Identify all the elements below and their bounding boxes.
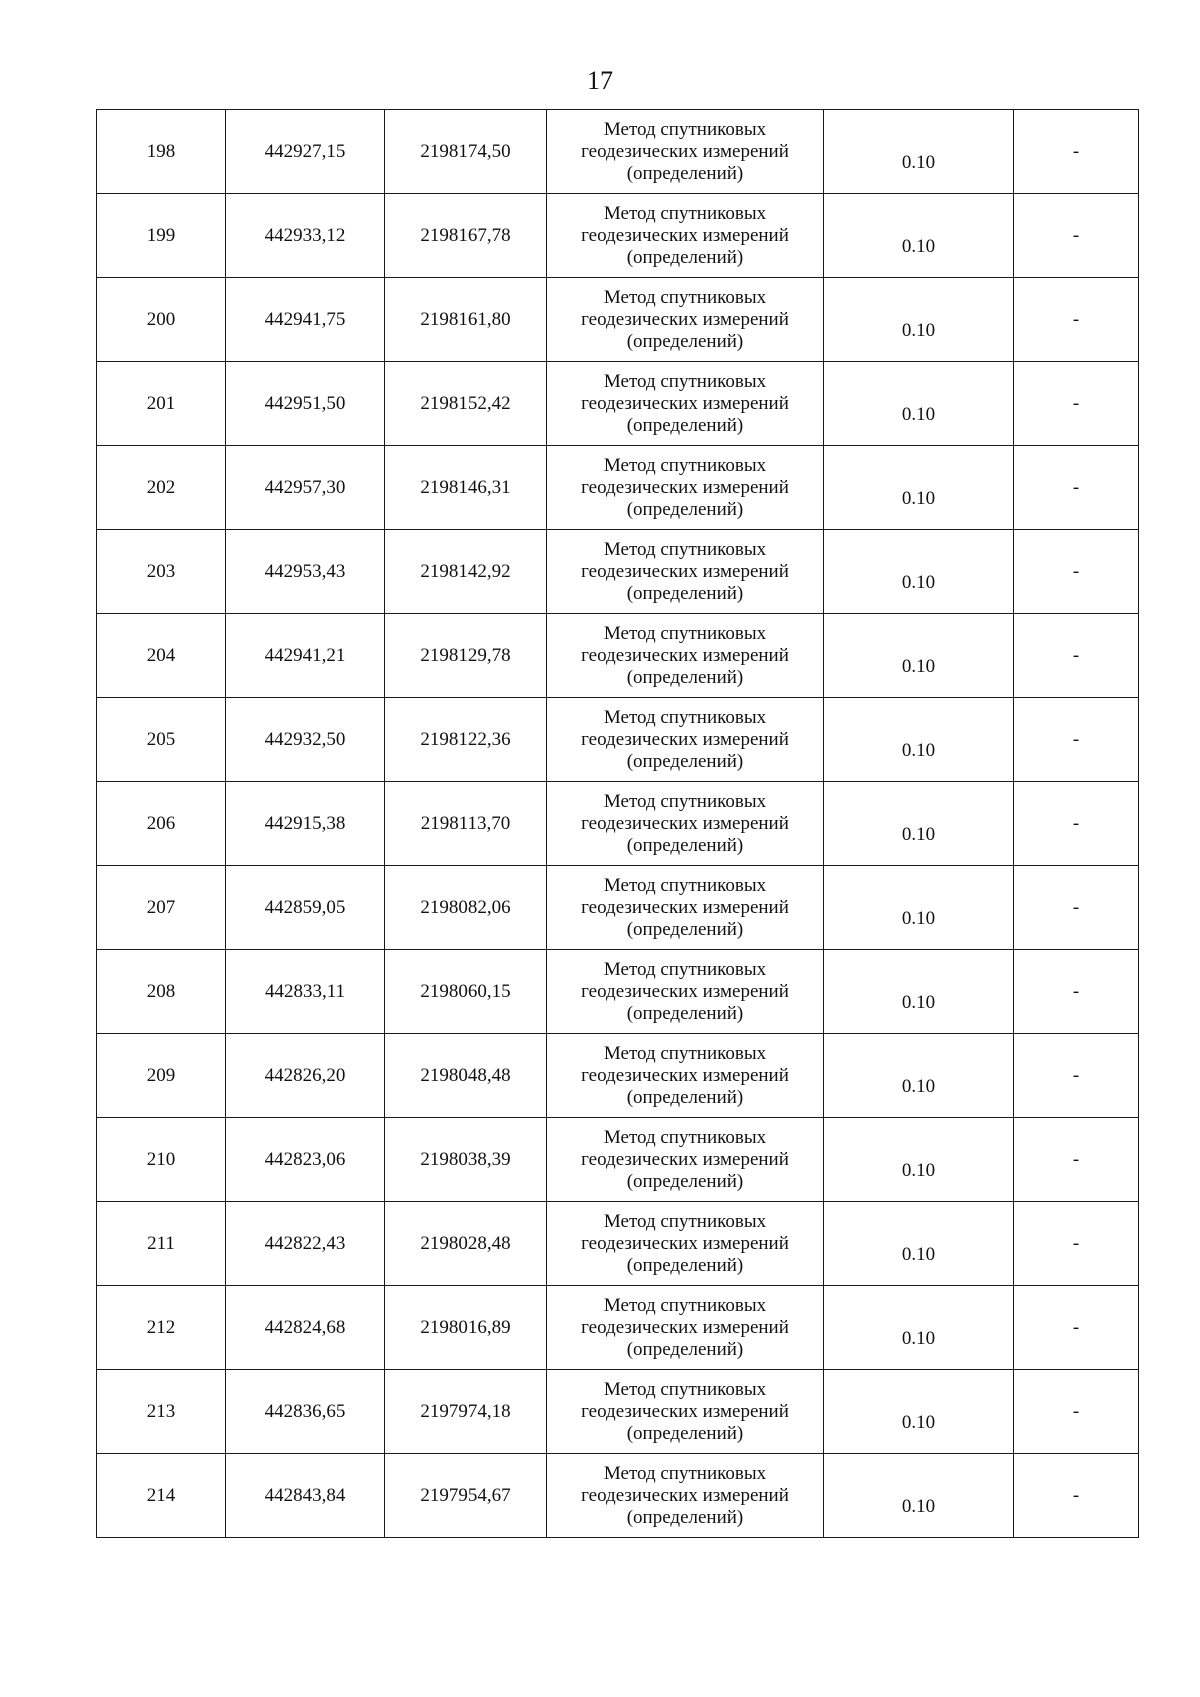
table-row bbox=[97, 446, 1139, 530]
y-coordinate-cell: 2198129,78 bbox=[385, 614, 547, 698]
table-row bbox=[97, 1118, 1139, 1202]
note-cell: - bbox=[1014, 698, 1139, 782]
table-row bbox=[97, 1202, 1139, 1286]
note-cell: - bbox=[1014, 446, 1139, 530]
method-cell bbox=[547, 362, 824, 446]
method-line: геодезических измерений bbox=[581, 476, 789, 498]
method-line: Метод спутниковых bbox=[603, 1294, 767, 1316]
point-number-cell: 211 bbox=[97, 1202, 226, 1286]
point-number-cell: 209 bbox=[97, 1034, 226, 1118]
x-coordinate-cell: 442941,21 bbox=[226, 614, 385, 698]
x-coordinate-cell: 442843,84 bbox=[226, 1454, 385, 1538]
note-cell: - bbox=[1014, 530, 1139, 614]
table-row bbox=[97, 1286, 1139, 1370]
y-coordinate-cell: 2198152,42 bbox=[385, 362, 547, 446]
y-coordinate-cell: 2198146,31 bbox=[385, 446, 547, 530]
method-cell bbox=[547, 1202, 824, 1286]
accuracy-cell: 0.10 bbox=[824, 698, 1014, 782]
method-line: геодезических измерений bbox=[581, 308, 789, 330]
accuracy-cell: 0.10 bbox=[824, 1202, 1014, 1286]
y-coordinate-cell: 2198174,50 bbox=[385, 110, 547, 194]
accuracy-cell: 0.10 bbox=[824, 950, 1014, 1034]
method-line: (определений) bbox=[626, 666, 744, 688]
table-row bbox=[97, 110, 1139, 194]
point-number-cell: 212 bbox=[97, 1286, 226, 1370]
method-line: (определений) bbox=[626, 414, 744, 436]
y-coordinate-cell: 2198016,89 bbox=[385, 1286, 547, 1370]
x-coordinate-cell: 442833,11 bbox=[226, 950, 385, 1034]
point-number-cell: 202 bbox=[97, 446, 226, 530]
point-number-cell: 200 bbox=[97, 278, 226, 362]
method-line: (определений) bbox=[626, 246, 744, 268]
method-cell bbox=[547, 1286, 824, 1370]
method-line: Метод спутниковых bbox=[603, 538, 767, 560]
note-cell: - bbox=[1014, 782, 1139, 866]
y-coordinate-cell: 2198167,78 bbox=[385, 194, 547, 278]
note-cell: - bbox=[1014, 110, 1139, 194]
accuracy-cell: 0.10 bbox=[824, 362, 1014, 446]
point-number-cell: 201 bbox=[97, 362, 226, 446]
method-line: геодезических измерений bbox=[581, 1316, 789, 1338]
method-line: геодезических измерений bbox=[581, 812, 789, 834]
method-cell bbox=[547, 110, 824, 194]
note-cell: - bbox=[1014, 950, 1139, 1034]
y-coordinate-cell: 2198048,48 bbox=[385, 1034, 547, 1118]
method-line: Метод спутниковых bbox=[603, 118, 767, 140]
method-line: (определений) bbox=[626, 918, 744, 940]
table-row bbox=[97, 1370, 1139, 1454]
note-cell: - bbox=[1014, 278, 1139, 362]
note-cell: - bbox=[1014, 1286, 1139, 1370]
accuracy-cell: 0.10 bbox=[824, 1034, 1014, 1118]
method-cell bbox=[547, 1454, 824, 1538]
note-cell: - bbox=[1014, 614, 1139, 698]
x-coordinate-cell: 442957,30 bbox=[226, 446, 385, 530]
method-line: (определений) bbox=[626, 1170, 744, 1192]
method-cell bbox=[547, 278, 824, 362]
point-number-cell: 210 bbox=[97, 1118, 226, 1202]
method-line: Метод спутниковых bbox=[603, 1042, 767, 1064]
y-coordinate-cell: 2198060,15 bbox=[385, 950, 547, 1034]
method-cell bbox=[547, 698, 824, 782]
x-coordinate-cell: 442953,43 bbox=[226, 530, 385, 614]
accuracy-cell: 0.10 bbox=[824, 782, 1014, 866]
page-number: 17 bbox=[587, 66, 613, 95]
coordinates-table-body bbox=[97, 110, 1139, 1538]
x-coordinate-cell: 442859,05 bbox=[226, 866, 385, 950]
method-cell bbox=[547, 614, 824, 698]
method-line: Метод спутниковых bbox=[603, 454, 767, 476]
accuracy-cell: 0.10 bbox=[824, 194, 1014, 278]
method-line: (определений) bbox=[626, 834, 744, 856]
table-row bbox=[97, 614, 1139, 698]
method-line: (определений) bbox=[626, 1002, 744, 1024]
method-line: Метод спутниковых bbox=[603, 706, 767, 728]
accuracy-cell: 0.10 bbox=[824, 1454, 1014, 1538]
method-line: Метод спутниковых bbox=[603, 1126, 767, 1148]
y-coordinate-cell: 2198082,06 bbox=[385, 866, 547, 950]
method-line: геодезических измерений bbox=[581, 1064, 789, 1086]
point-number-cell: 203 bbox=[97, 530, 226, 614]
method-line: Метод спутниковых bbox=[603, 790, 767, 812]
coordinates-table bbox=[96, 109, 1139, 1538]
method-line: Метод спутниковых bbox=[603, 1210, 767, 1232]
point-number-cell: 214 bbox=[97, 1454, 226, 1538]
method-line: (определений) bbox=[626, 498, 744, 520]
x-coordinate-cell: 442933,12 bbox=[226, 194, 385, 278]
y-coordinate-cell: 2198113,70 bbox=[385, 782, 547, 866]
method-line: (определений) bbox=[626, 1254, 744, 1276]
method-line: (определений) bbox=[626, 330, 744, 352]
x-coordinate-cell: 442823,06 bbox=[226, 1118, 385, 1202]
method-cell bbox=[547, 530, 824, 614]
method-line: геодезических измерений bbox=[581, 140, 789, 162]
table-row bbox=[97, 194, 1139, 278]
point-number-cell: 208 bbox=[97, 950, 226, 1034]
accuracy-cell: 0.10 bbox=[824, 1370, 1014, 1454]
y-coordinate-cell: 2198028,48 bbox=[385, 1202, 547, 1286]
method-line: (определений) bbox=[626, 582, 744, 604]
method-cell bbox=[547, 1370, 824, 1454]
method-line: геодезических измерений bbox=[581, 728, 789, 750]
method-cell bbox=[547, 194, 824, 278]
method-line: геодезических измерений bbox=[581, 560, 789, 582]
x-coordinate-cell: 442826,20 bbox=[226, 1034, 385, 1118]
method-cell bbox=[547, 866, 824, 950]
note-cell: - bbox=[1014, 866, 1139, 950]
accuracy-cell: 0.10 bbox=[824, 278, 1014, 362]
note-cell: - bbox=[1014, 362, 1139, 446]
note-cell: - bbox=[1014, 194, 1139, 278]
method-line: Метод спутниковых bbox=[603, 1378, 767, 1400]
accuracy-cell: 0.10 bbox=[824, 614, 1014, 698]
method-cell bbox=[547, 1118, 824, 1202]
x-coordinate-cell: 442824,68 bbox=[226, 1286, 385, 1370]
accuracy-cell: 0.10 bbox=[824, 866, 1014, 950]
table-row bbox=[97, 1034, 1139, 1118]
note-cell: - bbox=[1014, 1118, 1139, 1202]
method-line: Метод спутниковых bbox=[603, 1462, 767, 1484]
method-line: (определений) bbox=[626, 1086, 744, 1108]
method-line: (определений) bbox=[626, 1338, 744, 1360]
accuracy-cell: 0.10 bbox=[824, 1118, 1014, 1202]
accuracy-cell: 0.10 bbox=[824, 110, 1014, 194]
x-coordinate-cell: 442951,50 bbox=[226, 362, 385, 446]
y-coordinate-cell: 2198142,92 bbox=[385, 530, 547, 614]
y-coordinate-cell: 2198038,39 bbox=[385, 1118, 547, 1202]
y-coordinate-cell: 2198122,36 bbox=[385, 698, 547, 782]
method-line: геодезических измерений bbox=[581, 644, 789, 666]
method-line: Метод спутниковых bbox=[603, 286, 767, 308]
point-number-cell: 206 bbox=[97, 782, 226, 866]
note-cell: - bbox=[1014, 1370, 1139, 1454]
method-line: геодезических измерений bbox=[581, 224, 789, 246]
point-number-cell: 207 bbox=[97, 866, 226, 950]
table-row bbox=[97, 866, 1139, 950]
table-row bbox=[97, 950, 1139, 1034]
method-line: геодезических измерений bbox=[581, 980, 789, 1002]
method-line: геодезических измерений bbox=[581, 1400, 789, 1422]
method-line: Метод спутниковых bbox=[603, 202, 767, 224]
method-line: геодезических измерений bbox=[581, 1484, 789, 1506]
accuracy-cell: 0.10 bbox=[824, 1286, 1014, 1370]
table-row bbox=[97, 1454, 1139, 1538]
point-number-cell: 213 bbox=[97, 1370, 226, 1454]
note-cell: - bbox=[1014, 1034, 1139, 1118]
accuracy-cell: 0.10 bbox=[824, 530, 1014, 614]
method-cell bbox=[547, 1034, 824, 1118]
table-row bbox=[97, 278, 1139, 362]
y-coordinate-cell: 2197974,18 bbox=[385, 1370, 547, 1454]
point-number-cell: 199 bbox=[97, 194, 226, 278]
x-coordinate-cell: 442927,15 bbox=[226, 110, 385, 194]
method-cell bbox=[547, 950, 824, 1034]
x-coordinate-cell: 442941,75 bbox=[226, 278, 385, 362]
method-line: (определений) bbox=[626, 750, 744, 772]
method-line: (определений) bbox=[626, 162, 744, 184]
method-line: (определений) bbox=[626, 1422, 744, 1444]
point-number-cell: 198 bbox=[97, 110, 226, 194]
method-line: геодезических измерений bbox=[581, 1232, 789, 1254]
accuracy-cell: 0.10 bbox=[824, 446, 1014, 530]
method-line: геодезических измерений bbox=[581, 392, 789, 414]
y-coordinate-cell: 2197954,67 bbox=[385, 1454, 547, 1538]
x-coordinate-cell: 442822,43 bbox=[226, 1202, 385, 1286]
method-line: геодезических измерений bbox=[581, 1148, 789, 1170]
method-line: Метод спутниковых bbox=[603, 370, 767, 392]
y-coordinate-cell: 2198161,80 bbox=[385, 278, 547, 362]
table-row bbox=[97, 698, 1139, 782]
method-line: Метод спутниковых bbox=[603, 874, 767, 896]
x-coordinate-cell: 442836,65 bbox=[226, 1370, 385, 1454]
method-line: (определений) bbox=[626, 1506, 744, 1528]
method-cell bbox=[547, 446, 824, 530]
method-line: Метод спутниковых bbox=[603, 622, 767, 644]
x-coordinate-cell: 442915,38 bbox=[226, 782, 385, 866]
method-cell bbox=[547, 782, 824, 866]
table-row bbox=[97, 362, 1139, 446]
point-number-cell: 204 bbox=[97, 614, 226, 698]
table-row bbox=[97, 530, 1139, 614]
point-number-cell: 205 bbox=[97, 698, 226, 782]
method-line: геодезических измерений bbox=[581, 896, 789, 918]
note-cell: - bbox=[1014, 1454, 1139, 1538]
note-cell: - bbox=[1014, 1202, 1139, 1286]
method-line: Метод спутниковых bbox=[603, 958, 767, 980]
table-row bbox=[97, 782, 1139, 866]
x-coordinate-cell: 442932,50 bbox=[226, 698, 385, 782]
